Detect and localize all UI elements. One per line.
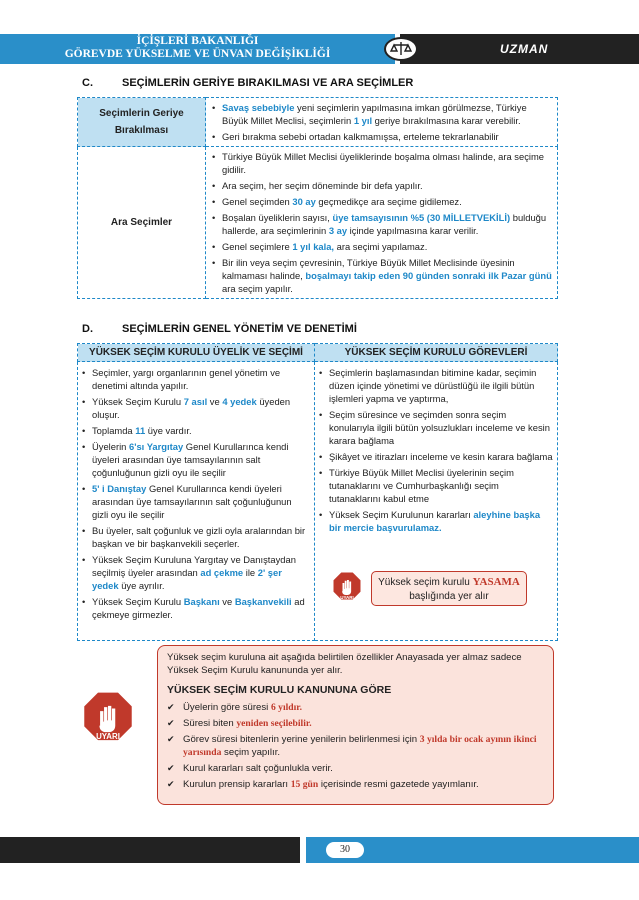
list-item: • Geri bırakma sebebi ortadan kalkmamışsa, erteleme tekrarlanabilir (210, 130, 553, 143)
header-line2: GÖREVDE YÜKSELME VE ÜNVAN DEĞİŞİKLİĞİ (64, 48, 331, 60)
list-item: • Bir ilin veya seçim çevresinin, Türkiye Büyük Millet Meclisinde üyesinin kalmaması halinde, boşalmayı takip eden 90 günden sonraki ilk Pazar günü ara seçim yapılır. (210, 256, 553, 295)
box-title: YÜKSEK SEÇİM KURULU KANUNUNA GÖRE (167, 684, 392, 696)
yask-law-box (157, 645, 554, 805)
section-c-heading: C. SEÇİMLERİN GERİYE BIRAKILMASI VE ARA SEÇİMLER (82, 77, 414, 89)
box-intro: Yüksek seçim kuruluna ait aşağıda belirtilen özellikler Anayasada yer almaz sadece Yüksek Seçim Kurulu kanununda yer alır. (167, 652, 522, 676)
stop-hand-icon (332, 571, 362, 609)
list-item: ✔ Görev süresi bitenlerin yerine yenilerin belirlenmesi için 3 yılda bir ocak ayının ikinci yarısında seçim yapılır. (167, 733, 544, 759)
column-header-right: YÜKSEK SEÇİM KURULU GÖREVLERİ (315, 344, 558, 362)
list-item: • Toplamda 11 üye vardır. (80, 424, 310, 437)
list-item: • Türkiye Büyük Millet Meclisi üyelerinin seçim tutanaklarını ve Cumhurbaşkanlığı seçim tutanaklarını kabul etme (317, 466, 553, 505)
list-item: • Yüksek Seçim Kurulunun kararları aleyhine başka bir mercie başvurulamaz. (317, 508, 553, 534)
list-item: • Ara seçim, her seçim döneminde bir defa yapılır. (210, 179, 553, 192)
list-item: • 5' i Danıştay Genel Kurullarınca kendi üyeleri arasından üye tamsayılarının salt çoğunluğunun gizli oyu ile seçilir (80, 482, 310, 521)
row-label: Ara Seçimler (78, 147, 206, 299)
table-row (78, 98, 558, 147)
list-item: • Üyelerin 6'sı Yargıtay Genel Kurullarınca kendi üyeleri arasından üye tamsayılarının salt çoğunluğunun gizli oyu ile seçilir (80, 440, 310, 479)
list-item: • Genel seçimlere 1 yıl kala, ara seçimi yapılamaz. (210, 240, 553, 253)
list-item: • Yüksek Seçim Kurulu Başkanı ve Başkanvekili ad çekmeye girmezler. (80, 595, 310, 621)
list-item: ✔ Süresi biten yeniden seçilebilir. (167, 717, 544, 730)
page-footer (0, 837, 639, 863)
brand-name: UZMAN (500, 42, 549, 56)
header-line1: İÇİŞLERİ BAKANLIĞI (136, 35, 259, 47)
row-label: Seçimlerin Geriye Bırakılması (78, 98, 206, 147)
list-item: ✔ Kurulun prensip kararları 15 gün içerisinde resmi gazetede yayımlanır. (167, 778, 544, 791)
list-item: • Şikâyet ve itirazları inceleme ve kesin karara bağlama (317, 450, 553, 463)
svg-text:UYARI: UYARI (340, 594, 354, 600)
footer-dark-bar (0, 837, 300, 863)
table-row (78, 147, 558, 299)
list-item: • Seçim süresince ve seçimden sonra seçim konularıyla ilgili bütün yolsuzlukları inceleme ve kesin karara bağlama (317, 408, 553, 447)
list-item: • Yüksek Seçim Kuruluna Yargıtay ve Danıştaydan seçilmiş üyeler arasından ad çekme ile 2' şer yedek üye ayrılır. (80, 553, 310, 592)
list-item: ✔ Kurul kararları salt çoğunlukla verir. (167, 762, 544, 775)
list-item: • Genel seçimden 30 ay geçmedikçe ara seçime gidilemez. (210, 195, 553, 208)
page-header (0, 34, 639, 64)
list-item: • Bu üyeler, salt çoğunluk ve gizli oyla aralarından bir başkan ve bir başkanvekili seçerler. (80, 524, 310, 550)
list-item: • Seçimlerin başlamasından bitimine kadar, seçimin düzen içinde yönetimi ve dürüstlüğü ile ilgili bütün işlemleri yapma ve yaptırma, (317, 366, 553, 405)
list-item: • Seçimler, yargı organlarının genel yönetim ve denetimi altında yapılır. (80, 366, 310, 392)
column-header-left: YÜKSEK SEÇİM KURULU ÜYELİK VE SEÇİMİ (78, 344, 315, 362)
page-number: 30 (326, 842, 364, 858)
list-item: • Savaş sebebiyle yeni seçimlerin yapılmasına imkan görülmezse, Türkiye Büyük Millet Meclisi, seçimlerin 1 yıl geriye bırakılmasına karar verebilir. (210, 101, 553, 127)
list-item: • Boşalan üyeliklerin sayısı, üye tamsayısının %5 (30 MİLLETVEKİLİ) bulduğu hallerde, ara seçimlerinin 3 ay içinde yapılmasına karar verilir. (210, 211, 553, 237)
stop-hand-icon (80, 690, 136, 753)
svg-text:UYARI: UYARI (96, 731, 120, 741)
scales-logo-icon (384, 37, 418, 61)
warning-note: Yüksek seçim kurulu YASAMA başlığında yer alır (371, 571, 527, 606)
section-d-heading: D. SEÇİMLERİN GENEL YÖNETİM VE DENETİMİ (82, 323, 357, 335)
list-item: • Türkiye Büyük Millet Meclisi üyeliklerinde boşalma olması halinde, ara seçime gidilir. (210, 150, 553, 176)
list-item: • Yüksek Seçim Kurulu 7 asıl ve 4 yedek üyeden oluşur. (80, 395, 310, 421)
list-item: ✔ Üyelerin göre süresi 6 yıldır. (167, 701, 544, 714)
section-c-table (77, 97, 558, 299)
